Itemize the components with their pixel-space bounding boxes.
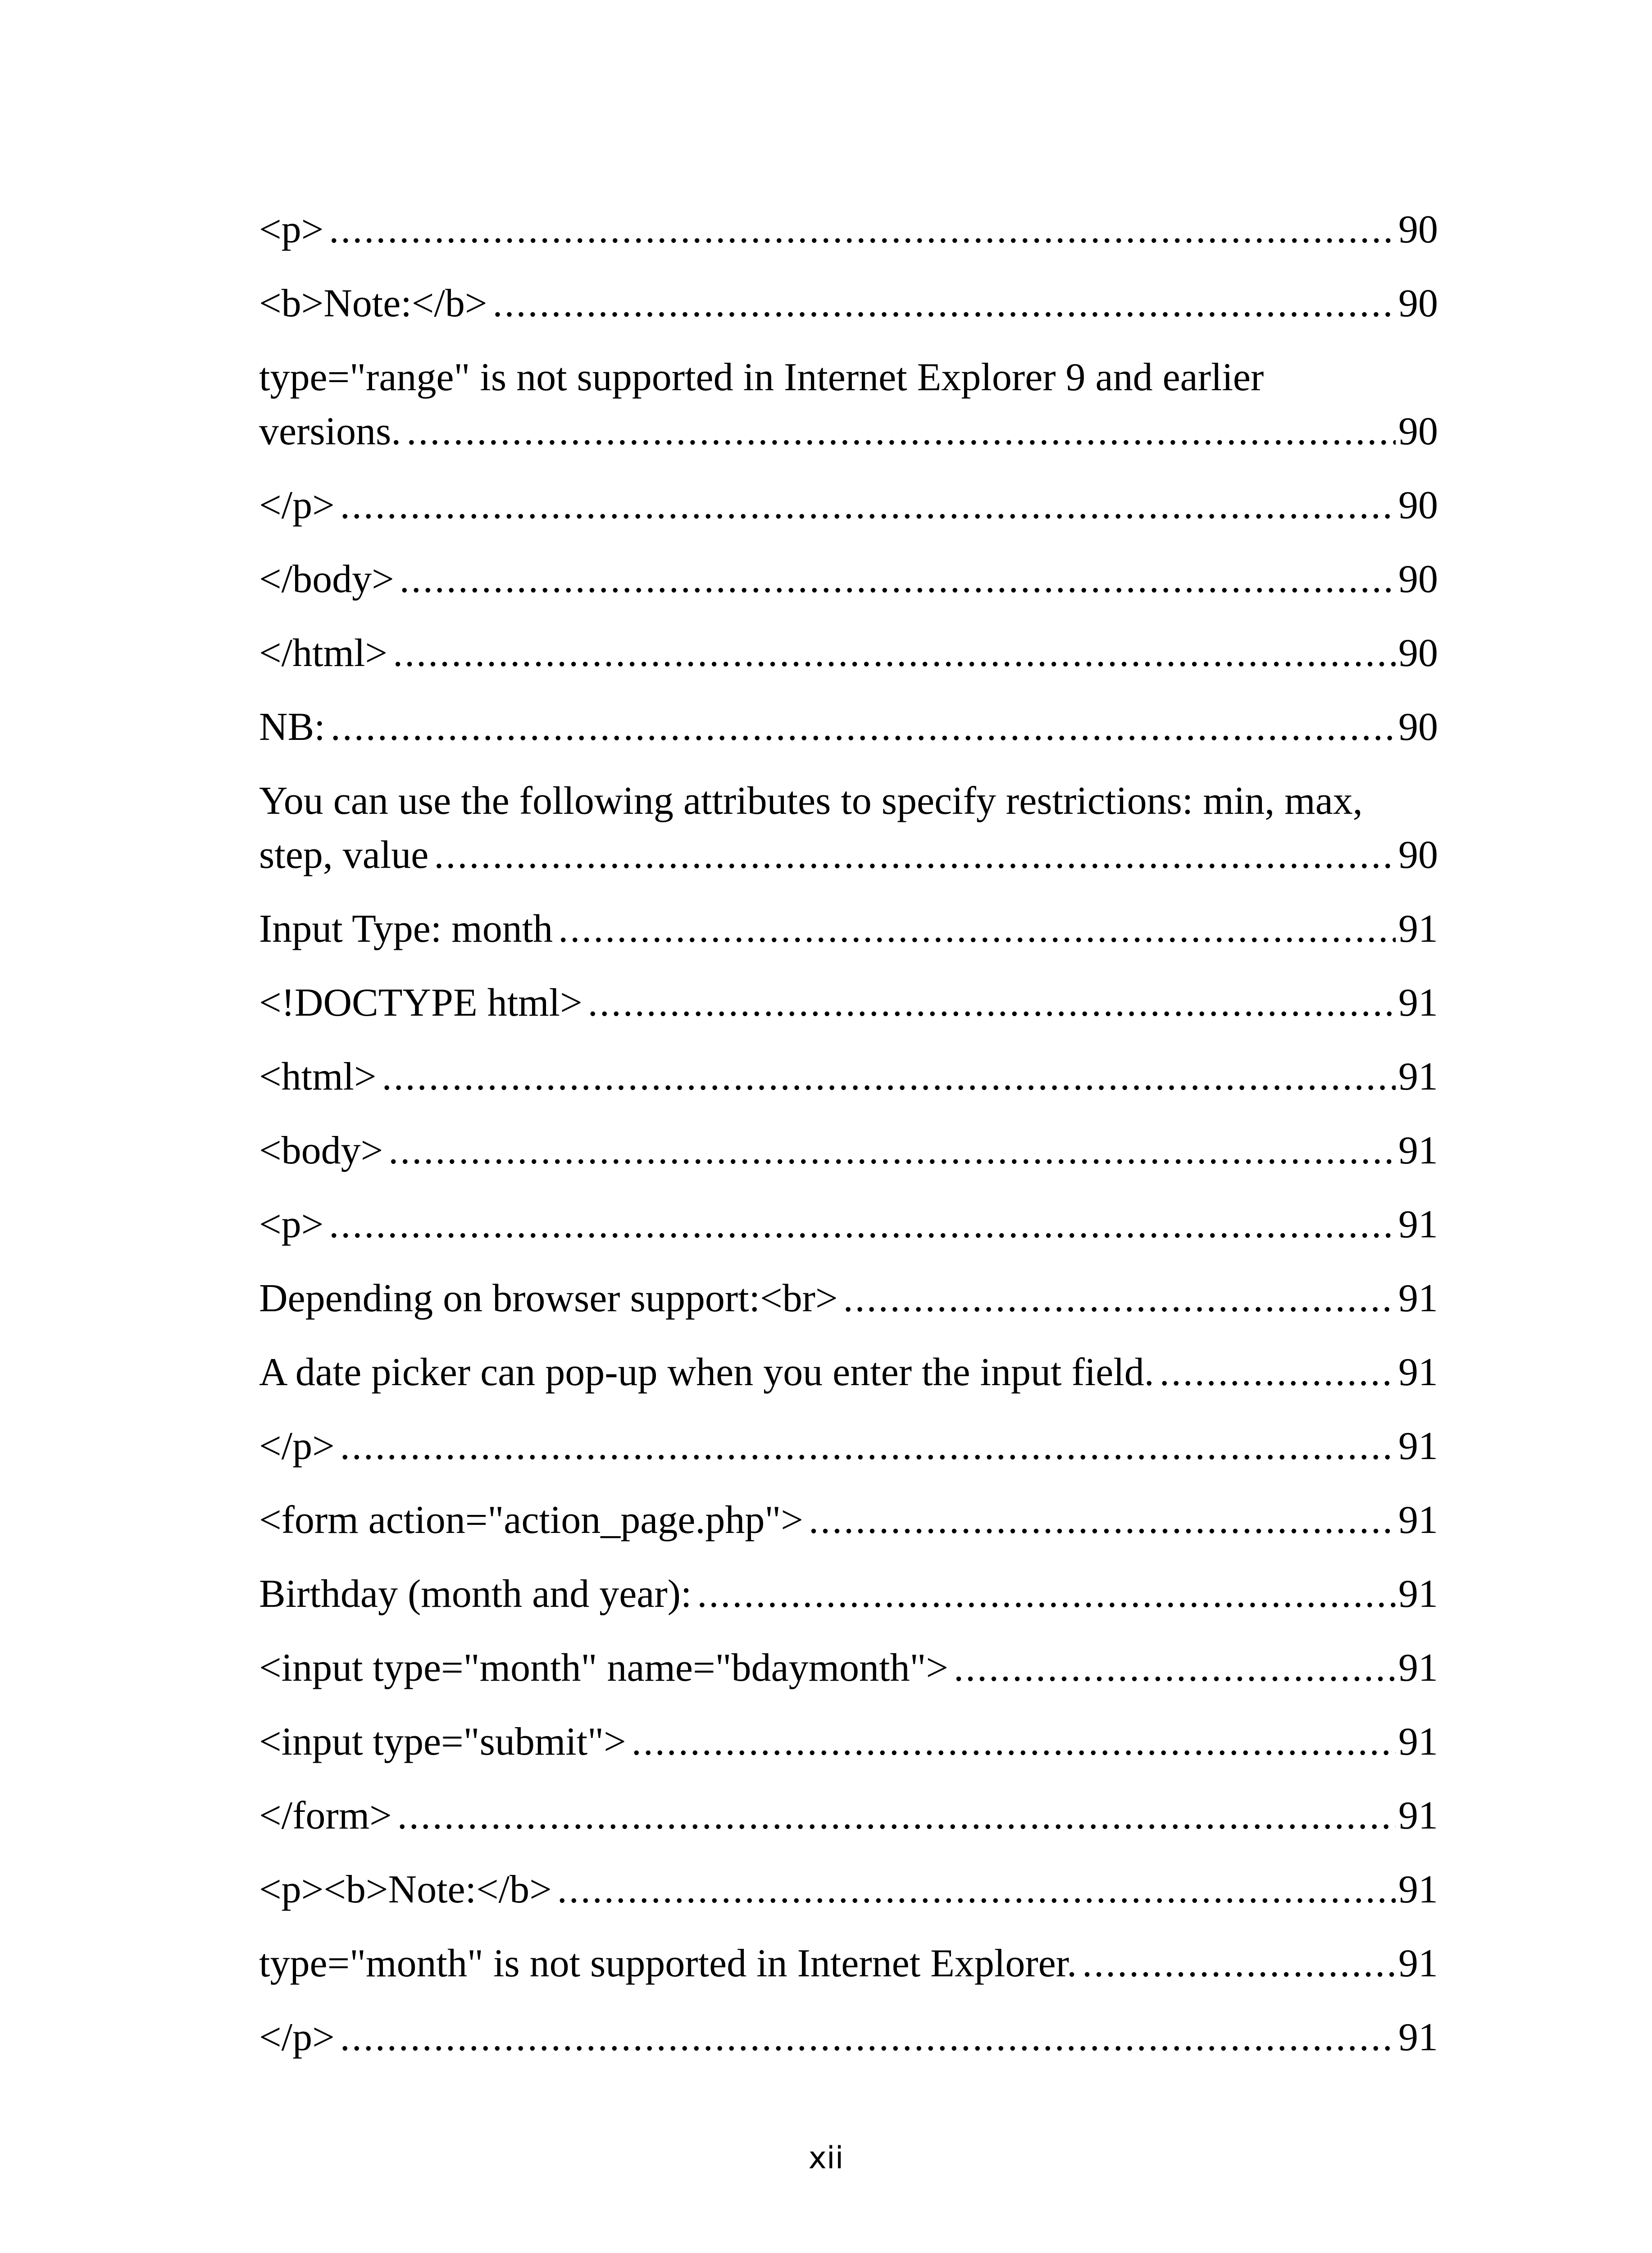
dot-leader bbox=[397, 1789, 1396, 1843]
toc-entry bbox=[259, 1198, 1438, 1252]
toc-entry-page: 90 bbox=[1398, 410, 1438, 453]
toc-entry-label: <!DOCTYPE html> bbox=[259, 981, 583, 1025]
toc-entry bbox=[259, 203, 1438, 257]
toc-entry-label: NB: bbox=[259, 705, 325, 749]
toc-entry-page: 91 bbox=[1398, 1868, 1438, 1911]
toc-entry-page: 91 bbox=[1398, 1277, 1438, 1320]
toc-entry bbox=[259, 1567, 1438, 1621]
toc-entry-page: 91 bbox=[1398, 981, 1438, 1025]
toc-entry-page: 90 bbox=[1398, 282, 1438, 325]
toc-entry-label: A date picker can pop-up when you enter the input field. bbox=[259, 1350, 1154, 1394]
page-number-footer: xii bbox=[808, 2140, 844, 2176]
dot-leader bbox=[331, 700, 1396, 754]
toc-entry bbox=[259, 1419, 1438, 1473]
dot-leader bbox=[843, 1272, 1396, 1326]
toc-entry-label: </p> bbox=[259, 2016, 335, 2059]
toc-entry-page: 91 bbox=[1398, 1646, 1438, 1690]
toc-entry bbox=[259, 1863, 1438, 1917]
dot-leader bbox=[393, 626, 1396, 680]
toc-entry-label: </form> bbox=[259, 1794, 392, 1838]
toc-entry-label-line1: type="range" is not supported in Internet Explorer 9 and earlier bbox=[259, 356, 1264, 399]
toc-entry-page: 90 bbox=[1398, 631, 1438, 675]
toc-entry-label: <b>Note:</b> bbox=[259, 282, 487, 325]
toc-entry-label: <input type="month" name="bdaymonth"> bbox=[259, 1646, 949, 1690]
toc-entry-page: 91 bbox=[1398, 1350, 1438, 1394]
dot-leader bbox=[809, 1493, 1396, 1547]
toc-entry-label: <p><b>Note:</b> bbox=[259, 1868, 552, 1911]
toc-entry-page: 90 bbox=[1398, 705, 1438, 749]
toc-entry bbox=[259, 774, 1438, 882]
toc-entry-label: Birthday (month and year): bbox=[259, 1572, 692, 1616]
toc-entry-page: 90 bbox=[1398, 208, 1438, 251]
toc-entry-page: 91 bbox=[1398, 1572, 1438, 1616]
toc-entry-label: </p> bbox=[259, 1424, 335, 1468]
toc-entry bbox=[259, 2011, 1438, 2065]
toc-entry-label: Input Type: month bbox=[259, 907, 553, 951]
dot-leader bbox=[1082, 1937, 1396, 1991]
toc-entry-page: 91 bbox=[1398, 1129, 1438, 1172]
dot-leader bbox=[434, 828, 1396, 882]
toc-entry-label: versions. bbox=[259, 410, 401, 453]
toc-entry-label: <html> bbox=[259, 1055, 377, 1099]
dot-leader bbox=[697, 1567, 1396, 1621]
dot-leader bbox=[558, 902, 1396, 956]
dot-leader bbox=[1160, 1345, 1396, 1400]
dot-leader bbox=[388, 1124, 1396, 1178]
toc-entry-label: type="month" is not supported in Internet Explorer. bbox=[259, 1942, 1077, 1985]
dot-leader bbox=[492, 277, 1396, 331]
table-of-contents bbox=[259, 203, 1438, 2084]
dot-leader bbox=[329, 203, 1396, 257]
toc-entry-page: 90 bbox=[1398, 833, 1438, 877]
toc-entry bbox=[259, 1789, 1438, 1843]
toc-entry bbox=[259, 479, 1438, 533]
toc-entry-page: 90 bbox=[1398, 557, 1438, 601]
toc-entry-label: <input type="submit"> bbox=[259, 1720, 626, 1764]
toc-entry-page: 91 bbox=[1398, 1203, 1438, 1246]
dot-leader bbox=[329, 1198, 1396, 1252]
toc-entry bbox=[259, 626, 1438, 680]
toc-entry-label: step, value bbox=[259, 833, 429, 877]
toc-entry-label: <form action="action_page.php"> bbox=[259, 1498, 803, 1542]
toc-entry-page: 91 bbox=[1398, 1498, 1438, 1542]
toc-entry bbox=[259, 700, 1438, 754]
toc-entry bbox=[259, 1641, 1438, 1695]
toc-entry bbox=[259, 552, 1438, 607]
toc-entry-label: </body> bbox=[259, 557, 394, 601]
dot-leader bbox=[400, 552, 1396, 607]
dot-leader bbox=[382, 1050, 1396, 1104]
toc-entry bbox=[259, 1050, 1438, 1104]
dot-leader bbox=[588, 976, 1396, 1030]
toc-entry-label: Depending on browser support:<br> bbox=[259, 1277, 838, 1320]
toc-entry-label: </html> bbox=[259, 631, 388, 675]
dot-leader bbox=[557, 1863, 1396, 1917]
toc-entry-label: </p> bbox=[259, 483, 335, 527]
toc-entry-page: 90 bbox=[1398, 483, 1438, 527]
toc-entry-page: 91 bbox=[1398, 1055, 1438, 1099]
toc-entry bbox=[259, 1937, 1438, 1991]
dot-leader bbox=[954, 1641, 1396, 1695]
toc-entry-label: <p> bbox=[259, 208, 324, 251]
toc-entry-page: 91 bbox=[1398, 1794, 1438, 1838]
dot-leader bbox=[340, 2011, 1396, 2065]
toc-entry-page: 91 bbox=[1398, 1720, 1438, 1764]
toc-entry-label: <p> bbox=[259, 1203, 324, 1246]
toc-entry-page: 91 bbox=[1398, 1424, 1438, 1468]
toc-entry bbox=[259, 277, 1438, 331]
dot-leader bbox=[340, 1419, 1396, 1473]
toc-entry bbox=[259, 351, 1438, 459]
toc-entry bbox=[259, 1272, 1438, 1326]
toc-entry bbox=[259, 1345, 1438, 1400]
toc-entry bbox=[259, 1493, 1438, 1547]
dot-leader bbox=[632, 1715, 1396, 1769]
toc-entry-page: 91 bbox=[1398, 1942, 1438, 1985]
dot-leader bbox=[406, 405, 1396, 459]
dot-leader bbox=[340, 479, 1396, 533]
toc-entry bbox=[259, 976, 1438, 1030]
toc-entry bbox=[259, 1124, 1438, 1178]
toc-entry bbox=[259, 902, 1438, 956]
toc-entry-page: 91 bbox=[1398, 907, 1438, 951]
toc-entry-label-line1: You can use the following attributes to specify restrictions: min, max, bbox=[259, 779, 1363, 823]
toc-entry-label: <body> bbox=[259, 1129, 383, 1172]
toc-entry bbox=[259, 1715, 1438, 1769]
toc-entry-page: 91 bbox=[1398, 2016, 1438, 2059]
